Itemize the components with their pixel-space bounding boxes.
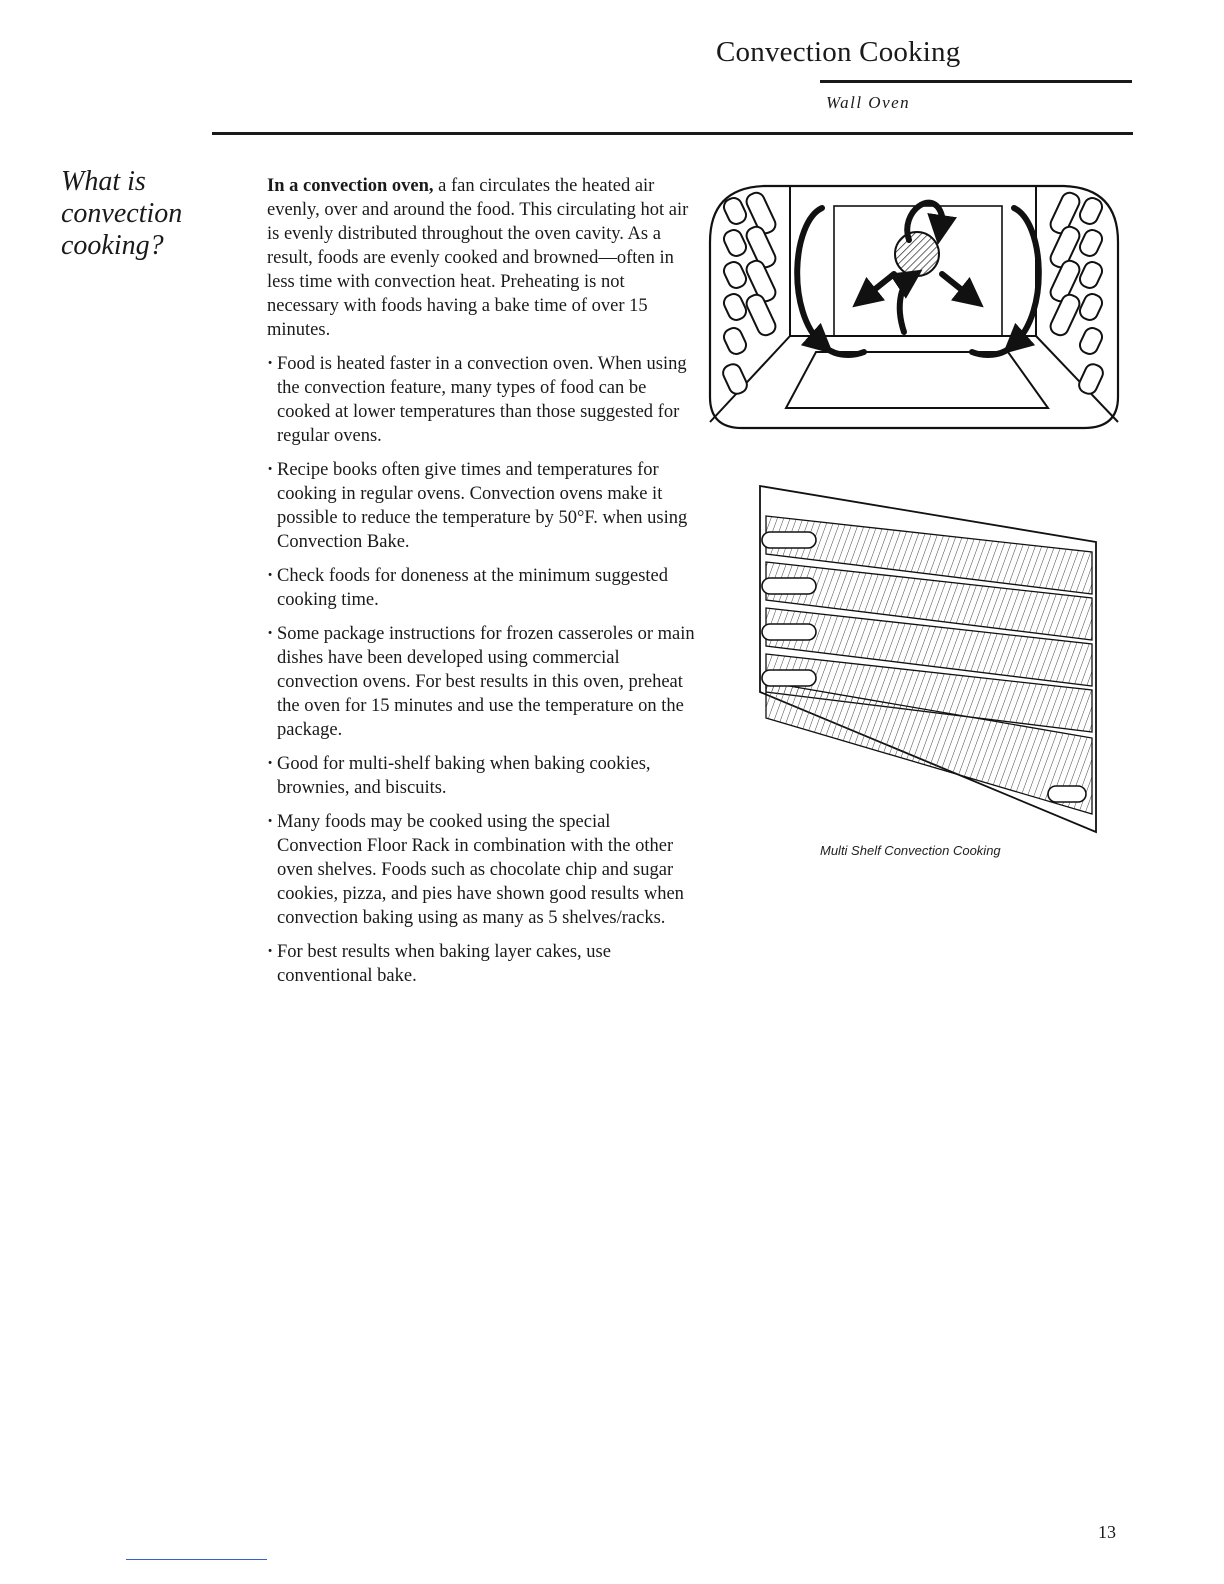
list-item: · Recipe books often give times and temperatures for cooking in regular ovens. Convection ovens make it possible to reduce the temperature by 50°F. when using Convection Bake. [267, 458, 697, 554]
list-item: · For best results when baking layer cakes, use conventional bake. [267, 940, 697, 988]
section-heading-line: What is [61, 166, 146, 197]
section-heading-line: cooking? [61, 230, 164, 261]
body-text [267, 174, 697, 998]
intro-lead-text: a fan circulates the heated air evenly, over and around the food. This circulating hot air is evenly distributed throughout the oven cavity. As a result, foods are evenly cooked and browned—often in less time with convection heat. Preheating is not necessary with foods having a bake time of over 15 minutes. [267, 176, 689, 340]
list-item: · Good for multi-shelf baking when baking cookies, brownies, and biscuits. [267, 752, 697, 800]
page-number: 13 [1098, 1522, 1116, 1542]
page-title: Convection Cooking [716, 36, 961, 68]
list-item: · Many foods may be cooked using the special Convection Floor Rack in combination with the other oven shelves. Foods such as chocolate chip and sugar cookies, pizza, and pies have shown good results when convection baking using as many as 5 shelves/racks. [267, 810, 697, 930]
header-rule-long [212, 132, 1133, 135]
intro-lead-bold: In a convection oven, [267, 176, 434, 196]
multi-shelf-rack-illustration [752, 482, 1102, 836]
list-item: · Some package instructions for frozen casseroles or main dishes have been developed using commercial convection ovens. For best results in this oven, preheat the oven for 15 minutes and use the temperature on the package. [267, 622, 697, 742]
header-rule-short [820, 80, 1132, 83]
tips-list [267, 352, 697, 988]
section-heading-line: convection [61, 198, 183, 229]
figure-caption: Multi Shelf Convection Cooking [820, 843, 1001, 858]
intro-paragraph [267, 174, 697, 342]
page-subtitle: Wall Oven [826, 93, 911, 112]
list-item: · Food is heated faster in a convection oven. When using the convection feature, many types of food can be cooked at lower temperatures than those suggested for regular ovens. [267, 352, 697, 448]
list-item: · Check foods for doneness at the minimum suggested cooking time. [267, 564, 697, 612]
section-heading [61, 166, 211, 262]
convection-airflow-illustration [704, 182, 1122, 432]
footer-link-underline[interactable] [126, 1559, 267, 1560]
